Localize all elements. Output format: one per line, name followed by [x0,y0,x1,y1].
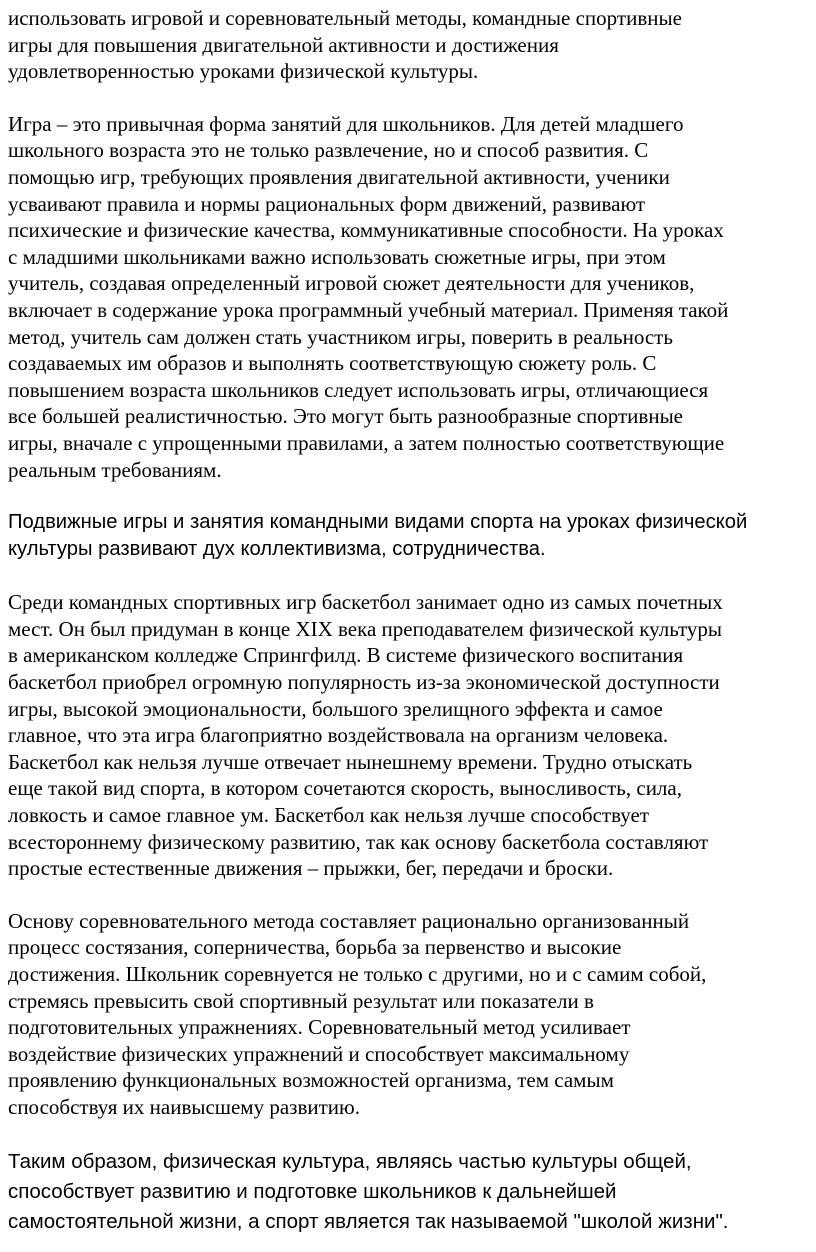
paragraph-game-method: Игра – это привычная форма занятий для школьников. Для детей младшего школьного возраста это не только развлечение, но и способ развития. С помощью игр, требующих проявления двигательной активности, ученики усваивают правила и нормы рациональных форм движений, развивают психические и физические качества, коммуникативные способности. На уроках с младшими школьниками важно использовать сюжетные игры, при этом учитель, создавая определенный игровой сюжет деятельности для учеников, включает в содержание урока программный учебный материал. Применяя такой метод, учитель сам должен стать участником игры, поверить в реальность создаваемых им образов и выполнять соответствующую сюжету роль. С повышением возраста школьников следует использовать игры, отличающиеся все большей реалистичностью. Это могут быть разнообразные спортивные игры, вначале с упрощенными правилами, а затем полностью соответствующие реальным требованиям. [8,111,729,482]
paragraph-basketball: Среди командных спортивных игр баскетбол занимает одно из самых почетных мест. Он был придуман в конце XIX века преподавателем физической культуры в американском колледже Спрингфилд. В системе физического воспитания баскетбол приобрел огромную популярность из-за экономической доступности игры, высокой эмоциональности, большого зрелищного эффекта и самое главное, что эта игра благоприятно воздействовала на организм человека. Баскетбол как нельзя лучше отвечает нынешнему времени. Трудно отыскать еще такой вид спорта, в котором сочетаются скорость, выносливость, сила, ловкость и самое главное ум. Баскетбол как нельзя лучше способствует всестороннему физическому развитию, так как основу баскетбола составляют простые естественные движения – прыжки, бег, передачи и броски. [8,590,723,881]
paragraph-team-sports: Подвижные игры и занятия командными видами спорта на уроках физической культуры развивают дух коллективизма, сотрудничества. [8,511,748,560]
paragraph-intro-continuation: использовать игровой и соревновательный методы, командные спортивные игры для повышения двигательной активности и достижения удовлетворенностью уроками физической культуры. [8,6,682,84]
paragraph-conclusion: Таким образом, физическая культура, являясь частью культуры общей, способствует развитию и подготовке школьников к дальнейшей самостоятельной жизни, а спорт является так называемой "школой жизни". [8,1149,729,1233]
paragraph-competitive-method: Основу соревновательного метода составляет рационально организованный процесс состязания, соперничества, борьба за первенство и высокие достижения. Школьник соревнуется не только с другими, но и с самим собой, стремясь превысить свой спортивный результат или показатели в подготовительных упражнениях. Соревновательный метод усиливает воздействие физических упражнений и способствует максимальному проявлению функциональных возможностей организма, тем самым способствуя их наивысшему развитию. [8,908,707,1119]
